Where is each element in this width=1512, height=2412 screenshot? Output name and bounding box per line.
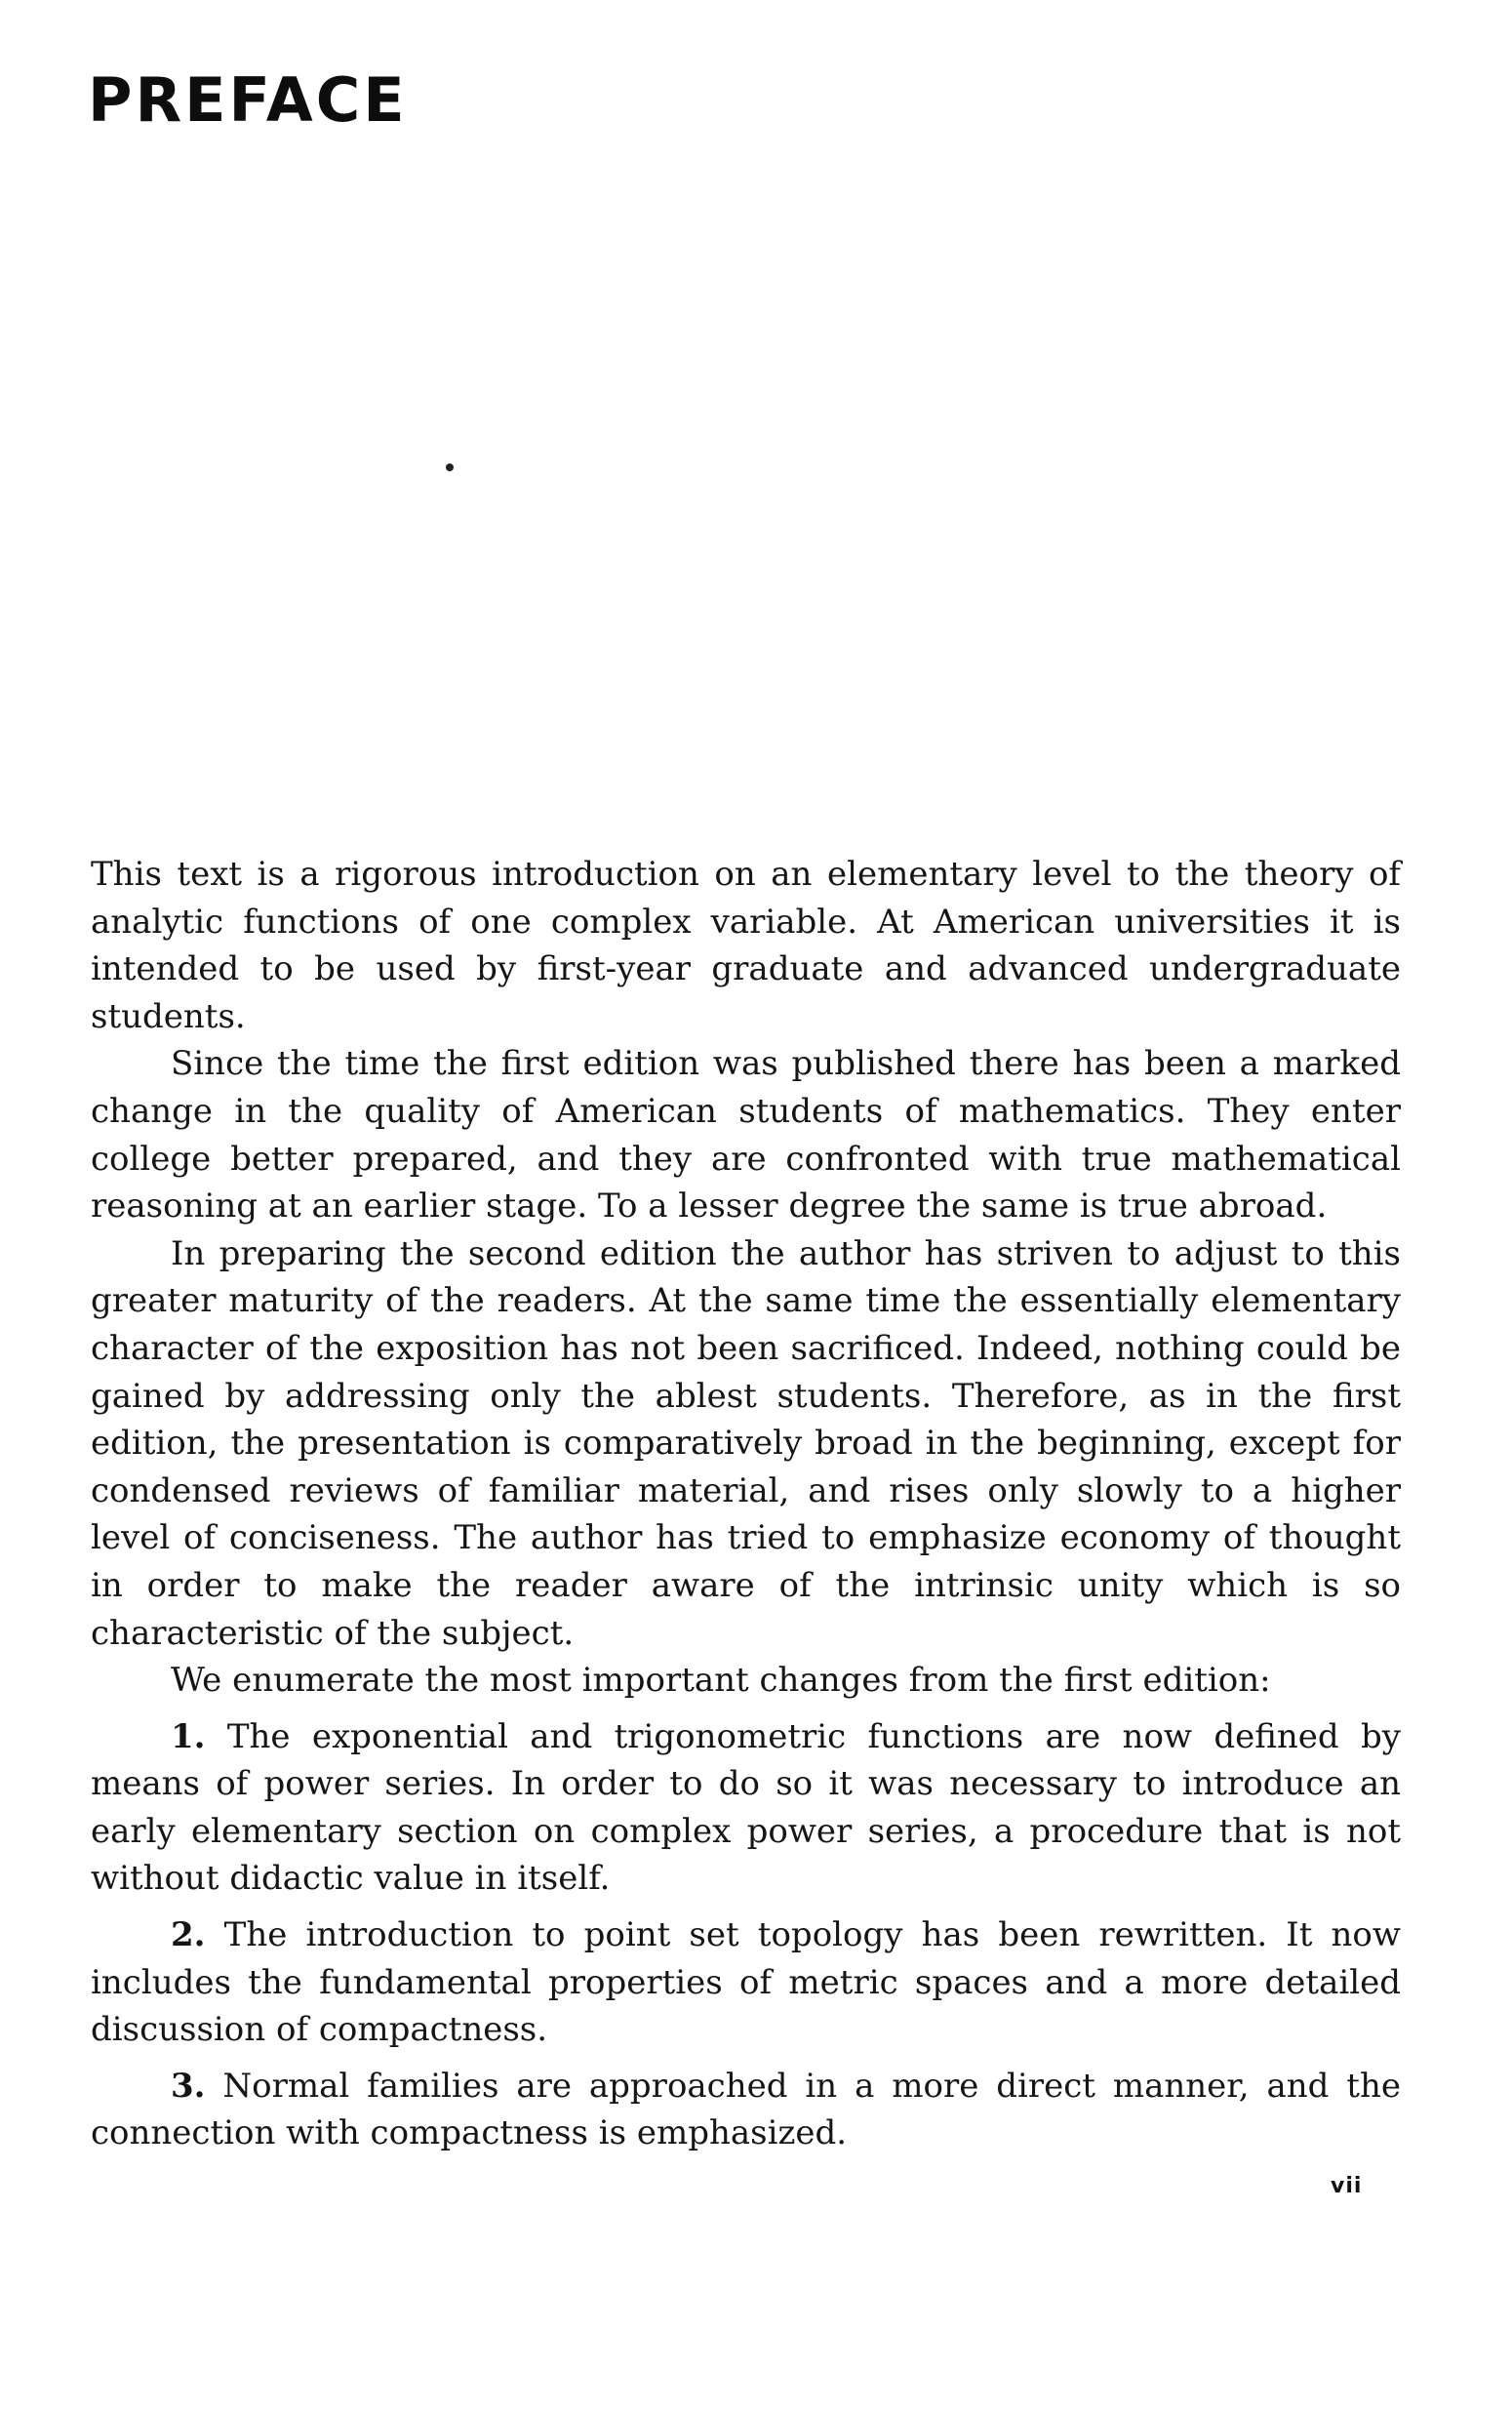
change-item-text: The exponential and trigonometric functions are now defined by means of power series. In order to do so it was necessary to introduce an early elementary section on complex power series, a procedure that is not without didactic value in itself. <box>91 1716 1401 1899</box>
change-item-text: The introduction to point set topology has been rewritten. It now includes the fundamental properties of metric spaces and a more detailed discussion of compactness. <box>91 1915 1401 2050</box>
change-item <box>91 1713 1401 1903</box>
change-item-number: 2. <box>171 1915 206 1955</box>
page-number: vii <box>1331 2174 1363 2198</box>
change-item-number: 3. <box>171 2066 206 2106</box>
page-title: PREFACE <box>88 64 408 136</box>
paragraph-second-edition: In preparing the second edition the author has striven to adjust to this greater maturity of the readers. At the same time the essentially elementary character of the exposition has not been sacrificed. Indeed, nothing could be gained by addressing only the ablest students. Therefore, as in the first edition, the presentation is comparatively broad in the beginning, except for condensed reviews of familiar material, and rises only slowly to a higher level of conciseness. The author has tried to emphasize economy of thought in order to make the reader aware of the intrinsic unity which is so characteristic of the subject. <box>91 1233 1401 1653</box>
change-item <box>91 2063 1401 2157</box>
change-item-text: Normal families are approached in a more direct manner, and the connection with compactness is emphasized. <box>91 2066 1401 2153</box>
paragraph-changes-intro: We enumerate the most important changes from the first edition: <box>171 1661 1271 1701</box>
print-speck <box>446 463 454 471</box>
change-item-number: 1. <box>171 1716 206 1756</box>
change-item <box>91 1911 1401 2054</box>
paragraph-intro: This text is a rigorous introduction on an elementary level to the theory of analytic functions of one complex variable. At American universities it is intended to be used by first-year graduate and advanced undergraduate students. <box>91 855 1401 1036</box>
paragraph-student-change: Since the time the first edition was published there has been a marked change in the quality of American students of mathematics. They enter college better prepared, and they are confronted with true mathematical reasoning at an earlier stage. To a lesser degree the same is true abroad. <box>91 1044 1401 1226</box>
preface-body <box>91 851 1401 2157</box>
